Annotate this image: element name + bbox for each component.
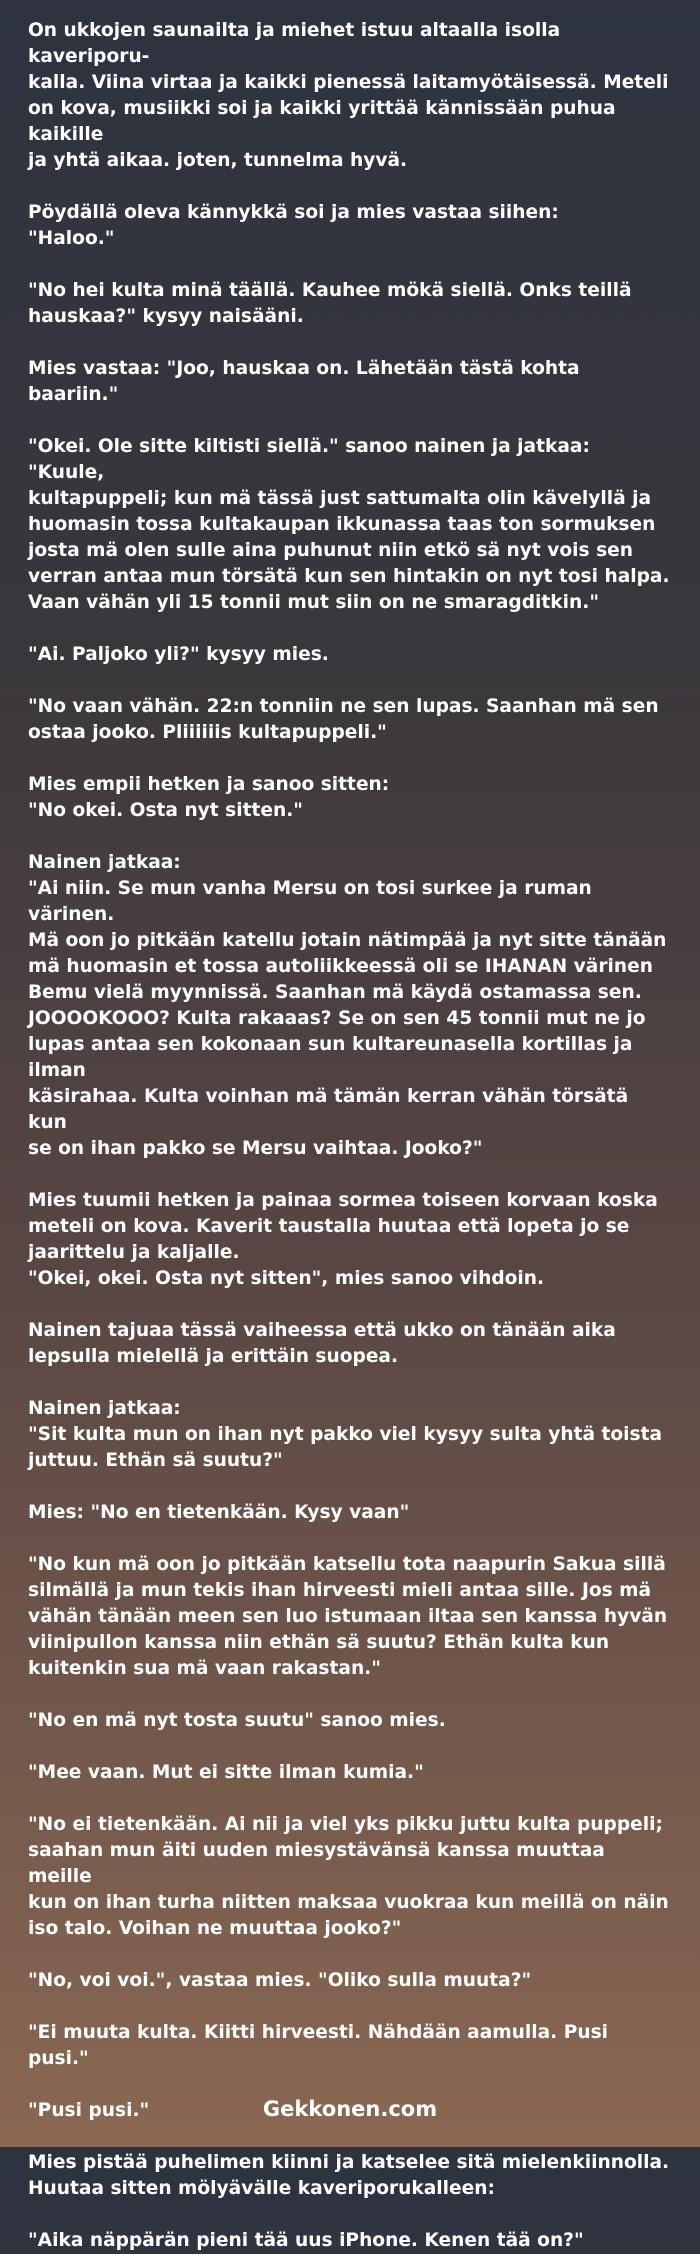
paragraph-5: "Okei. Ole sitte kiltisti siellä." sanoo nainen ja jatkaa: "Kuule, kultapuppeli; kun mä tässä just sattumalta olin kävelyllä ja huomasin tossa kultakaupan ikkunassa taas ton sormuksen josta mä olen sulle aina puhunut niin etkö sä nyt vois sen verran antaa mun törsätä kun sen hintakin on nyt tosi halpa. Vaan vähän yli 15 tonnii mut siin on ne smaragditkin." xyxy=(28,436,670,613)
paragraph-19: "Ei muuta kulta. Kiitti hirveesti. Nähdään aamulla. Pusi pusi." xyxy=(28,2022,609,2069)
paragraph-20: "Pusi pusi." xyxy=(28,2100,150,2121)
paragraph-15: "No en mä nyt tosta suutu" sanoo mies. xyxy=(28,1710,446,1731)
site-watermark: Gekkonen.com xyxy=(262,2097,438,2121)
paragraph-14: "No kun mä oon jo pitkään katsellu tota naapurin Sakua sillä silmällä ja mun tekis ihan hirveesti mieli antaa sille. Jos mä vähän tänään meen sen luo istumaan iltaa sen kanssa hyvän viinipullon kanssa niin ethän sä suutu? Ethän kulta kun kuitenkin sua mä vaan rakastan." xyxy=(28,1554,668,1679)
paragraph-17: "No ei tietenkään. Ai nii ja viel yks pikku juttu kulta puppeli; saahan mun äiti uuden miesystävänsä kanssa muuttaa meille kun on ihan turha niitten maksaa vuokraa kun meillä on näin iso talo. Voihan ne muuttaa jooko?" xyxy=(28,1814,669,1939)
paragraph-12: Nainen jatkaa: "Sit kulta mun on ihan nyt pakko viel kysyy sulta yhtä toista juttuu. Ethän sä suutu?" xyxy=(28,1398,663,1471)
paragraph-6: "Ai. Paljoko yli?" kysyy mies. xyxy=(28,644,329,665)
paragraph-1: On ukkojen saunailta ja miehet istuu altaalla isolla kaveriporu- kalla. Viina virtaa ja kaikki pienessä laitamyötäisessä. Meteli on kova, musiikki soi ja kaikki yrittää kännissään puhua kaikille ja yhtä aikaa. joten, tunnelma hyvä. xyxy=(28,20,669,171)
story-text xyxy=(28,18,672,2254)
paragraph-2: Pöydällä oleva kännykkä soi ja mies vastaa siihen: "Haloo." xyxy=(28,202,559,249)
paragraph-9: Nainen jatkaa: "Ai niin. Se mun vanha Mersu on tosi surkee ja ruman värinen. Mä oon jo pitkään katellu jotain nätimpää ja nyt sitte tänään mä huomasin et tossa autoliikkeessä oli se IHANAN värinen Bemu vielä myynnissä. Saanhan mä käydä ostamassa sen. JOOOOKOOO? Kulta rakaaas? Se on sen 45 tonnii mut ne jo lupas antaa sen kokonaan sun kultareunasella kortillas ja ilman käsirahaa. Kulta voinhan mä tämän kerran vähän törsätä kun se on ihan pakko se Mersu vaihtaa. Jooko?" xyxy=(28,852,667,1159)
paragraph-13: Mies: "No en tietenkään. Kysy vaan" xyxy=(28,1502,410,1523)
paragraph-16: "Mee vaan. Mut ei sitte ilman kumia." xyxy=(28,1762,424,1783)
paragraph-21: Mies pistää puhelimen kiinni ja katselee sitä mielenkiinnolla. Huutaa sitten mölyävälle kaveriporukalleen: xyxy=(28,2152,670,2199)
paragraph-3: "No hei kulta minä täällä. Kauhee mökä siellä. Onks teillä hauskaa?" kysyy naisääni. xyxy=(28,280,632,327)
paragraph-4: Mies vastaa: "Joo, hauskaa on. Lähetään tästä kohta baariin." xyxy=(28,358,580,405)
paragraph-7: "No vaan vähän. 22:n tonniin ne sen lupas. Saanhan mä sen ostaa jooko. Pliiiiiis kultapuppeli." xyxy=(28,696,659,743)
paragraph-8: Mies empii hetken ja sanoo sitten: "No okei. Osta nyt sitten." xyxy=(28,774,390,821)
paragraph-18: "No, voi voi.", vastaa mies. "Oliko sulla muuta?" xyxy=(28,1970,532,1991)
paragraph-11: Nainen tajuaa tässä vaiheessa että ukko on tänään aika lepsulla mielellä ja erittäin suopea. xyxy=(28,1320,616,1367)
paragraph-10: Mies tuumii hetken ja painaa sormea toiseen korvaan koska meteli on kova. Kaverit taustalla huutaa että lopeta jo se jaarittelu ja kaljalle. "Okei, okei. Osta nyt sitten", mies sanoo vihdoin. xyxy=(28,1190,658,1289)
paragraph-22: "Aika näppärän pieni tää uus iPhone. Kenen tää on?" xyxy=(28,2230,584,2251)
